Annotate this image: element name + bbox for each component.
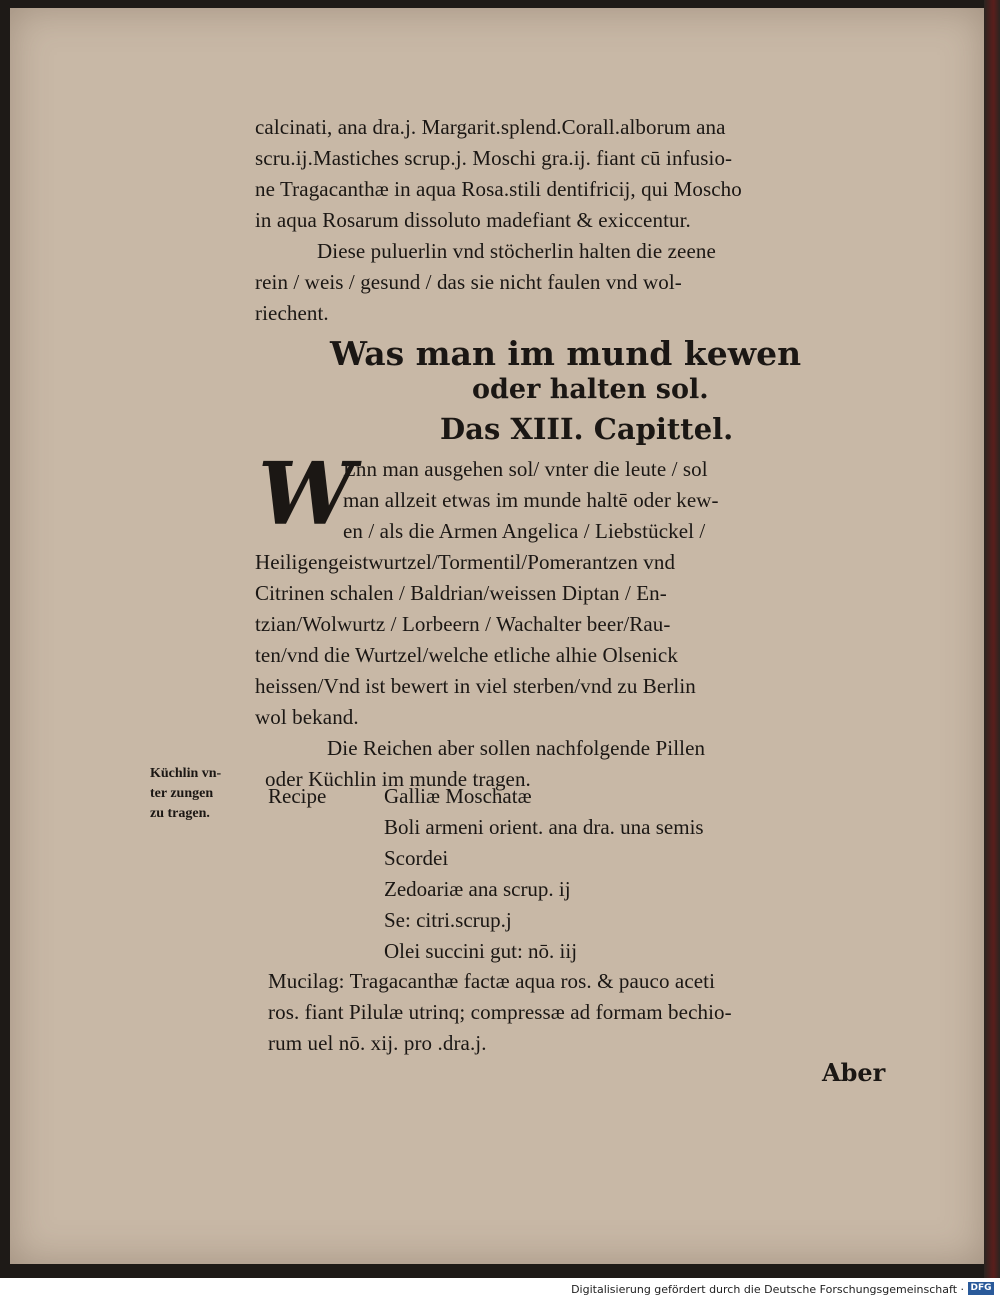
recipe-item: Scordei bbox=[384, 846, 449, 870]
text-line: en / als die Armen Angelica / Liebstückel / bbox=[343, 519, 706, 543]
text-line: Heiligengeistwurtzel/Tormentil/Pomerantzen vnd bbox=[255, 550, 676, 574]
text-line: Diese puluerlin vnd stöcherlin halten die zeene bbox=[317, 239, 716, 263]
recipe-item: Olei succini gut: nō. iij bbox=[384, 939, 578, 963]
text-line: Mucilag: Tragacanthæ factæ aqua ros. & pauco aceti bbox=[268, 969, 716, 993]
footer-credit: Digitalisierung gefördert durch die Deutsche Forschungsgemeinschaft · bbox=[571, 1283, 964, 1296]
chapter-subheading: oder halten sol. bbox=[472, 374, 709, 405]
text-line: wol bekand. bbox=[255, 705, 359, 729]
chapter-number: Das XIII. Capittel. bbox=[440, 412, 734, 446]
chapter-heading: Was man im mund kewen bbox=[330, 334, 802, 373]
text-line: Die Reichen aber sollen nachfolgende Pillen bbox=[327, 736, 706, 760]
text-line: tzian/Wolwurtz / Lorbeern / Wachalter beer/Rau- bbox=[255, 612, 671, 636]
dfg-logo-icon: DFG bbox=[968, 1282, 994, 1295]
margin-note-line: Küchlin vn- bbox=[150, 766, 222, 781]
text-line: heissen/Vnd ist bewert in viel sterben/vnd zu Berlin bbox=[255, 674, 696, 698]
book-spine-edge bbox=[984, 0, 1000, 1278]
text-line: Citrinen schalen / Baldrian/weissen Diptan / En- bbox=[255, 581, 667, 605]
margin-note-line: zu tragen. bbox=[150, 806, 210, 821]
text-line: calcinati, ana dra.j. Margarit.splend.Corall.alborum ana bbox=[255, 115, 726, 139]
text-line: man allzeit etwas im munde haltē oder kew- bbox=[343, 488, 719, 512]
recipe-item: Se: citri.scrup.j bbox=[384, 908, 512, 932]
recipe-item: Boli armeni orient. ana dra. una semis bbox=[384, 815, 704, 839]
text-line: scru.ij.Mastiches scrup.j. Moschi gra.ij. fiant cū infusio- bbox=[255, 146, 733, 170]
text-line: rum uel nō. xij. pro .dra.j. bbox=[268, 1031, 487, 1055]
text-line: rein / weis / gesund / das sie nicht faulen vnd wol- bbox=[255, 270, 682, 294]
recipe-item: Galliæ Moschatæ bbox=[384, 784, 532, 808]
margin-note bbox=[150, 764, 255, 824]
digitization-footer bbox=[0, 1278, 1000, 1300]
margin-note-line: ter zungen bbox=[150, 786, 214, 801]
catchword: Aber bbox=[822, 1058, 886, 1087]
recipe-label: Recipe bbox=[268, 784, 327, 808]
text-line: in aqua Rosarum dissoluto madefiant & exiccentur. bbox=[255, 208, 691, 232]
drop-initial: W bbox=[258, 444, 355, 545]
recipe-item: Zedoariæ ana scrup. ij bbox=[384, 877, 571, 901]
text-line: Enn man ausgehen sol/ vnter die leute / sol bbox=[343, 457, 708, 481]
text-line: ros. fiant Pilulæ utrinq; compressæ ad formam bechio- bbox=[268, 1000, 732, 1024]
text-line: riechent. bbox=[255, 301, 329, 325]
text-line: ten/vnd die Wurtzel/welche etliche alhie Olsenick bbox=[255, 643, 678, 667]
text-line: ne Tragacanthæ in aqua Rosa.stili dentifricij, qui Moscho bbox=[255, 177, 742, 201]
text-line: oder Küchlin im munde tragen. bbox=[265, 767, 531, 791]
